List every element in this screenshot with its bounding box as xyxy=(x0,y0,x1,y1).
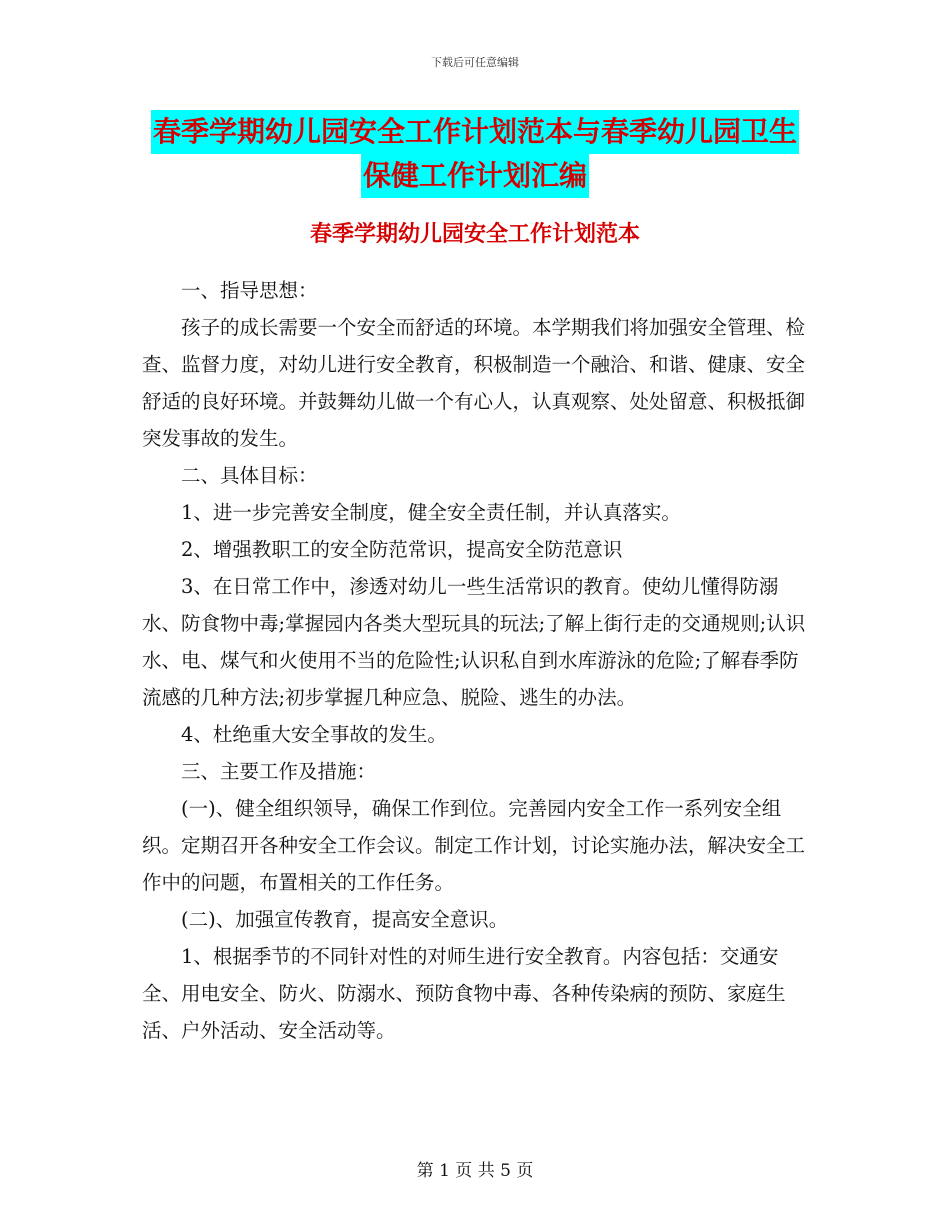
paragraph: 3、在日常工作中，渗透对幼儿一些生活常识的教育。使幼儿懂得防溺水、防食物中毒;掌握园内各类大型玩具的玩法;了解上街行走的交通规则;认识水、电、煤气和火使用不当的危险性;认识私自到水库游泳的危险;了解春季防流感的几种方法;初步掌握几种应急、脱险、逃生的办法。 xyxy=(142,575,806,709)
paragraph: 1、进一步完善安全制度，健全安全责任制，并认真落实。 xyxy=(181,501,681,524)
paragraph: 一、指导思想： xyxy=(181,279,318,302)
paragraph: 二、具体目标： xyxy=(181,464,318,487)
document-title xyxy=(0,110,950,198)
page-footer: 第 1 页 共 5 页 xyxy=(416,1161,534,1181)
paragraph: 1、根据季节的不同针对性的对师生进行安全教育。内容包括：交通安全、用电安全、防火、防溺水、预防食物中毒、各种传染病的预防、家庭生活、户外活动、安全活动等。 xyxy=(142,945,786,1042)
document-body xyxy=(142,272,810,1049)
section-subtitle: 春季学期幼儿园安全工作计划范本 xyxy=(309,222,640,247)
paragraph: 孩子的成长需要一个安全而舒适的环境。本学期我们将加强安全管理、检查、监督力度，对幼儿进行安全教育，积极制造一个融洽、和谐、健康、安全舒适的良好环境。并鼓舞幼儿做一个有心人，认真观察、处处留意、积极抵御突发事故的发生。 xyxy=(142,316,806,450)
paragraph: 4、杜绝重大安全事故的发生。 xyxy=(181,723,447,746)
paragraph: 2、增强教职工的安全防范常识，提高安全防范意识 xyxy=(181,538,623,561)
paragraph: (二)、加强宣传教育，提高安全意识。 xyxy=(181,908,509,931)
paragraph: 三、主要工作及措施： xyxy=(181,760,377,783)
title-line-1: 春季学期幼儿园安全工作计划范本与春季幼儿园卫生 xyxy=(151,110,799,154)
header-note: 下载后可任意编辑 xyxy=(431,56,519,69)
paragraph: (一)、健全组织领导，确保工作到位。完善园内安全工作一系列安全组织。定期召开各种安全工作会议。制定工作计划，讨论实施办法，解决安全工作中的问题，布置相关的工作任务。 xyxy=(142,797,806,894)
title-line-2: 保健工作计划汇编 xyxy=(361,154,589,198)
